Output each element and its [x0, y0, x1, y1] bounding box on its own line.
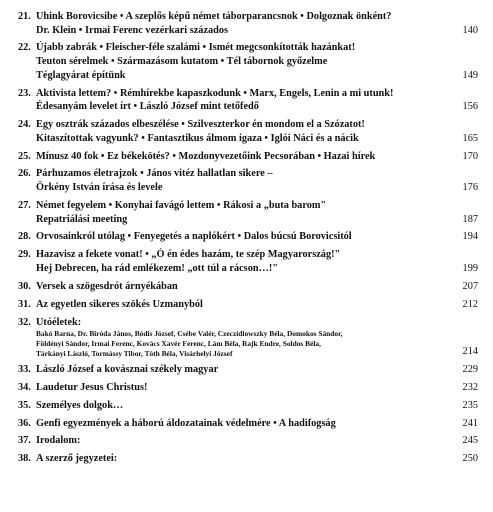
toc-entry-title: Kitaszítottak vagyunk? • Fantasztikus álmom igaza • Iglói Náci és a nácik — [36, 132, 359, 144]
toc-entry — [18, 316, 478, 359]
toc-entry-number: 23. — [18, 87, 31, 99]
toc-entry-number: 34. — [18, 381, 31, 393]
toc-entry — [18, 230, 478, 244]
toc-entry-title: Az egyetlen sikeres szökés Uzmanyból — [36, 298, 203, 310]
toc-entry-number: 36. — [18, 417, 31, 429]
toc-entry-title: Utóéletek: — [36, 316, 82, 328]
toc-entry-line — [18, 100, 478, 114]
toc-page-number: 194 — [462, 231, 478, 243]
toc-entry-title: Örkény István írása és levele — [36, 182, 163, 194]
toc-entry-number — [18, 24, 36, 38]
toc-entry-line — [18, 417, 478, 431]
toc-entry-number: 38. — [18, 453, 31, 465]
toc-entry-number: 31. — [18, 298, 31, 310]
toc-page-number: 187 — [462, 213, 478, 225]
toc-entry-title: Német fegyelem • Konyhai favágó lettem • Rákosi a „buta barom" — [36, 199, 327, 211]
toc-entry-names-line: Tárkányi László, Tormássy Tibor, Tóth Béla, Visárhelyi József — [36, 348, 233, 358]
toc-entry-number — [18, 100, 36, 114]
toc-entry-line — [18, 363, 478, 377]
toc-entry — [18, 363, 478, 377]
toc-entry — [18, 280, 478, 294]
toc-entry — [18, 381, 478, 395]
toc-entry-line — [18, 399, 478, 413]
toc-entry-number — [18, 181, 36, 195]
toc-entry-number: 25. — [18, 150, 31, 162]
toc-page-number: 245 — [462, 435, 478, 447]
toc-entry — [18, 248, 478, 275]
toc-entry-line — [18, 262, 478, 276]
toc-entry-line — [18, 248, 478, 262]
toc-entry-title: Repatriálási meeting — [36, 213, 128, 225]
toc-entry-line — [18, 434, 478, 448]
toc-entry-title: Uhink Borovicsibe • A szeplős képű német táborparancsnok • Dolgoznak önként? — [36, 11, 392, 22]
toc-entry — [18, 417, 478, 431]
toc-entry-line — [18, 10, 478, 24]
toc-entry — [18, 87, 478, 114]
toc-entry-number — [18, 213, 36, 227]
toc-entry-title: Egy osztrák százados elbeszélése • Szilveszterkor én mondom el a Szózatot! — [36, 119, 365, 131]
toc-page-number: 235 — [462, 399, 478, 411]
toc-entry — [18, 434, 478, 448]
toc-entry-line — [18, 118, 478, 132]
toc-entry-number: 32. — [18, 316, 31, 328]
toc-entry-title: Hej Debrecen, ha rád emlékezem! „ott túl a rácson…!" — [36, 262, 279, 274]
toc-entry-line — [18, 132, 478, 146]
toc-page-number: 229 — [462, 363, 478, 375]
toc-page-number: 170 — [462, 150, 478, 162]
toc-page-number: 207 — [462, 280, 478, 292]
toc-entry-title: Hazavisz a fekete vonat! • „Ó én édes hazám, te szép Magyarország!" — [36, 249, 341, 261]
toc-entry-line — [18, 452, 478, 466]
toc-entry-title: A szerző jegyzetei: — [36, 453, 118, 465]
toc-entry-names-line: Földényi Sándor, Irmai Ferenc, Kovács Xavér Ferenc, Lám Béla, Rajk Endre, Soldos Béla, — [36, 338, 321, 348]
toc-page-number: 165 — [462, 132, 478, 144]
toc-entry-line — [18, 181, 478, 195]
toc-entry — [18, 399, 478, 413]
toc-entry-title: Versek a szögesdrót árnyékában — [36, 280, 178, 292]
toc-entry-number: 30. — [18, 280, 31, 292]
toc-entry — [18, 10, 478, 37]
toc-entry-number: 26. — [18, 168, 31, 180]
toc-entry-line — [18, 87, 478, 101]
toc-entry-line — [18, 167, 478, 181]
toc-entry — [18, 167, 478, 194]
toc-entry-title: Irodalom: — [36, 435, 81, 447]
toc-entry-title: Személyes dolgok… — [36, 399, 124, 411]
toc-entry-title: Újabb zabrák • Fleischer-féle szalámi • Ismét megcsonkították hazánkat! — [36, 42, 356, 54]
toc-entry-number: 35. — [18, 399, 31, 411]
toc-entry — [18, 118, 478, 145]
toc-entry-number — [18, 132, 36, 146]
toc-entry — [18, 41, 478, 82]
toc-entry-number: 21. — [18, 11, 31, 22]
toc-entry-names-line: Bakó Barna, Dr. Biróda János, Bódis József, Csébe Valér, Czeczidlowszky Béla, Domokos Sándor, — [36, 329, 343, 339]
toc-entry-number: 29. — [18, 249, 31, 261]
toc-entry-title: Párhuzamos életrajzok • János vitéz hallatlan sikere – — [36, 168, 273, 180]
toc-entry — [18, 199, 478, 226]
toc-page-number: 212 — [462, 298, 478, 310]
toc-entry-line — [18, 213, 478, 227]
toc-entry-line — [18, 69, 478, 83]
toc-entry-line — [18, 41, 478, 55]
toc-entry — [18, 298, 478, 312]
toc-entry-line — [18, 381, 478, 395]
toc-page-number: 232 — [462, 381, 478, 393]
toc-entry-number — [18, 69, 36, 83]
toc-entry-title: Téglagyárat építünk — [36, 69, 126, 81]
toc-entry-number: 27. — [18, 199, 31, 211]
toc-entry-line — [18, 199, 478, 213]
toc-page-number: 140 — [462, 24, 478, 36]
toc-entry-title: Dr. Klein • Irmai Ferenc vezérkari százados — [36, 24, 229, 36]
toc-page-number: 241 — [462, 417, 478, 429]
toc-page-number: 199 — [462, 262, 478, 274]
toc-entry-line — [18, 150, 478, 164]
toc-page-number: 250 — [462, 453, 478, 465]
toc-entry-number: 37. — [18, 435, 31, 447]
toc-entry-number: 33. — [18, 363, 31, 375]
toc-page-number: 214 — [462, 345, 478, 357]
toc-entry-line — [18, 316, 478, 330]
toc-entry-title: Aktivista lettem? • Rémhírekbe kapaszkodunk • Marx, Engels, Lenin a mi utunk! — [36, 87, 394, 99]
toc-entry-number — [18, 262, 36, 276]
toc-entry-number — [18, 55, 36, 69]
toc-entry-line — [18, 24, 478, 38]
toc-entry — [18, 452, 478, 466]
toc-entry-line — [18, 298, 478, 312]
toc-page-number: 176 — [462, 182, 478, 194]
toc-entry-title: László József a kovásznai székely magyar — [36, 363, 219, 375]
toc-entry-number: 24. — [18, 119, 31, 131]
table-of-contents — [18, 10, 478, 470]
toc-entry-title: Teuton sérelmek • Származásom kutatom • Tél tábornok győzelme — [36, 56, 328, 68]
toc-entry-line — [18, 55, 478, 69]
toc-entry-number: 28. — [18, 231, 31, 243]
toc-entry-line — [18, 280, 478, 294]
toc-entry-number: 22. — [18, 42, 31, 54]
toc-entry-line — [18, 230, 478, 244]
toc-entry-title: Orvosainkról utólag • Fenyegetés a naplókért • Dalos búcsú Borovicsitól — [36, 231, 352, 243]
toc-entry-title: Genfi egyezmények a háború áldozatainak védelmére • A hadifogság — [36, 417, 336, 429]
toc-page-number: 156 — [462, 101, 478, 113]
toc-page-number: 149 — [462, 69, 478, 81]
toc-entry-title: Édesanyám levelet írt • László József mint tetőfedő — [36, 101, 259, 113]
toc-entry — [18, 150, 478, 164]
toc-entry-title: Laudetur Jesus Christus! — [36, 381, 148, 393]
toc-entry-title: Mínusz 40 fok • Ez békekötés? • Mozdonyvezetőink Pecsorában • Hazai hírek — [36, 150, 376, 162]
